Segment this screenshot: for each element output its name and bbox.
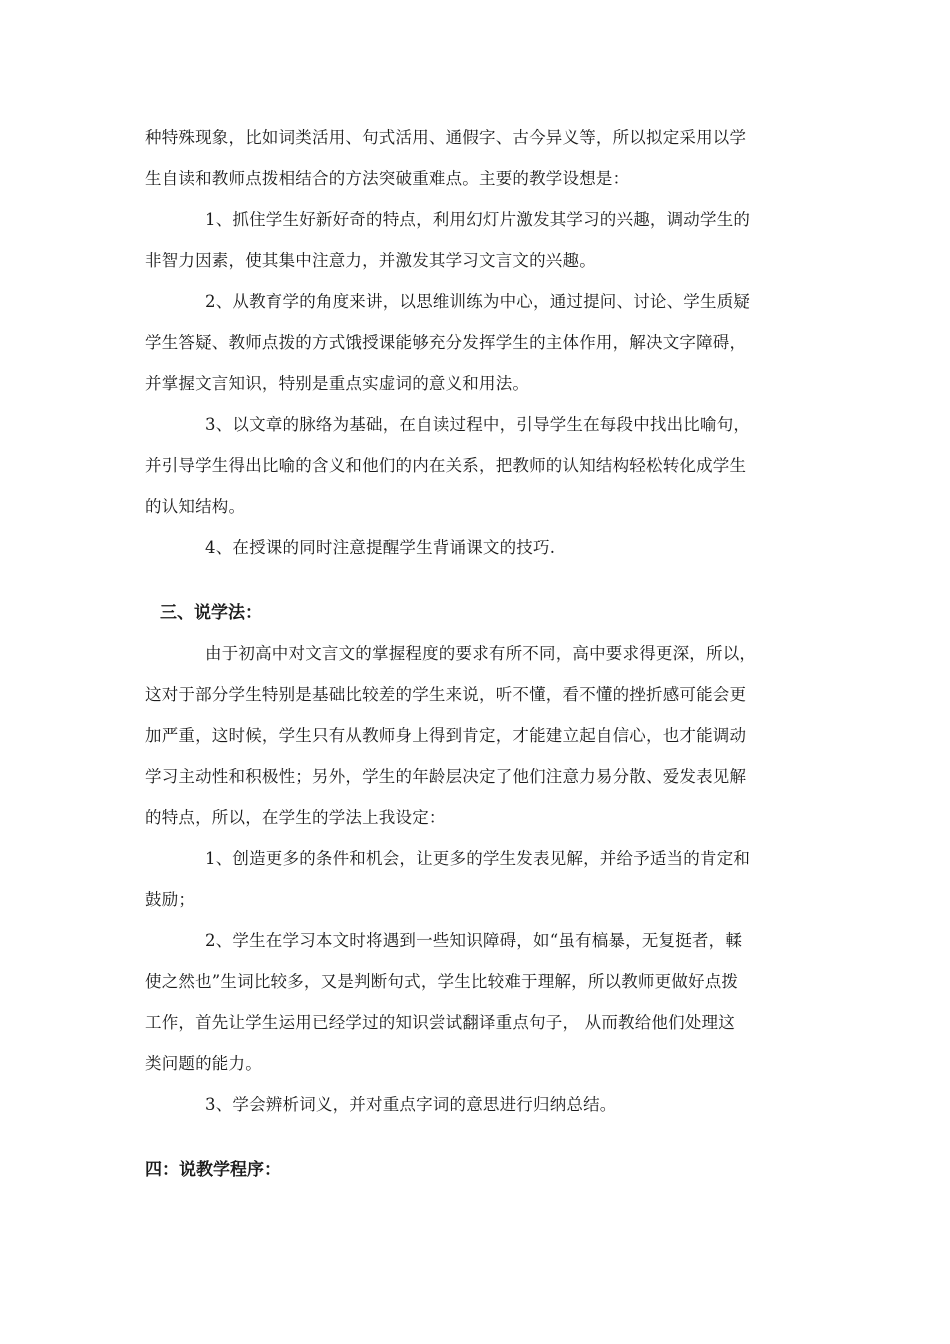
method-intro-line-5: 的特点，所以，在学生的学法上我设定：	[145, 808, 446, 827]
method-intro-line-4: 学习主动性和积极性；另外，学生的年龄层决定了他们注意力易分散、爱发表见解	[145, 767, 747, 786]
method-item-2-line-1: 2、学生在学习本文时将遇到一些知识障碍，如“虽有槁暴，无复挺者，輮	[205, 931, 743, 950]
method-item-2-line-2: 使之然也”生词比较多，又是判断句式，学生比较难于理解，所以教师更做好点拨	[145, 972, 739, 991]
intro-line-1: 种特殊现象，比如词类活用、句式活用、通假字、古今异义等，所以拟定采用以学	[145, 128, 747, 147]
section-3-heading: 三、说学法：	[160, 603, 262, 623]
method-intro-line-1: 由于初高中对文言文的掌握程度的要求有所不同，高中要求得更深，所以，	[205, 644, 757, 663]
design-item-1-line-1: 1、抓住学生好新好奇的特点，利用幻灯片激发其学习的兴趣，调动学生的	[205, 210, 751, 229]
design-item-1-line-2: 非智力因素，使其集中注意力，并激发其学习文言文的兴趣。	[145, 251, 596, 270]
intro-line-2: 生自读和教师点拨相结合的方法突破重难点。主要的教学设想是：	[145, 169, 630, 188]
method-intro-line-2: 这对于部分学生特别是基础比较差的学生来说，听不懂，看不懂的挫折感可能会更	[145, 685, 747, 704]
design-item-3-line-3: 的认知结构。	[145, 497, 246, 516]
design-item-3-line-1: 3、以文章的脉络为基础，在自读过程中，引导学生在每段中找出比喻句，	[205, 415, 751, 434]
design-item-3-line-2: 并引导学生得出比喻的含义和他们的内在关系，把教师的认知结构轻松转化成学生	[145, 456, 747, 475]
design-item-4-line-1: 4、在授课的同时注意提醒学生背诵课文的技巧.	[205, 538, 556, 557]
design-item-2-line-1: 2、从教育学的角度来讲，以思维训练为中心，通过提问、讨论、学生质疑	[205, 292, 751, 311]
method-item-2-line-3: 工作，首先让学生运用已经学过的知识尝试翻译重点句子， 从而教给他们处理这	[145, 1013, 735, 1032]
method-item-1-line-2: 鼓励；	[145, 890, 196, 909]
method-item-2-line-4: 类问题的能力。	[145, 1054, 262, 1073]
design-item-2-line-3: 并掌握文言知识，特别是重点实虚词的意义和用法。	[145, 374, 530, 393]
section-4-heading: 四：说教学程序：	[145, 1160, 281, 1180]
method-intro-line-3: 加严重，这时候，学生只有从教师身上得到肯定，才能建立起自信心，也才能调动	[145, 726, 747, 745]
method-item-1-line-1: 1、创造更多的条件和机会，让更多的学生发表见解，并给予适当的肯定和	[205, 849, 751, 868]
design-item-2-line-2: 学生答疑、教师点拨的方式饿授课能够充分发挥学生的主体作用，解决文字障碍，	[145, 333, 747, 352]
method-item-3-line-1: 3、学会辨析词义，并对重点字词的意思进行归纳总结。	[205, 1095, 617, 1114]
